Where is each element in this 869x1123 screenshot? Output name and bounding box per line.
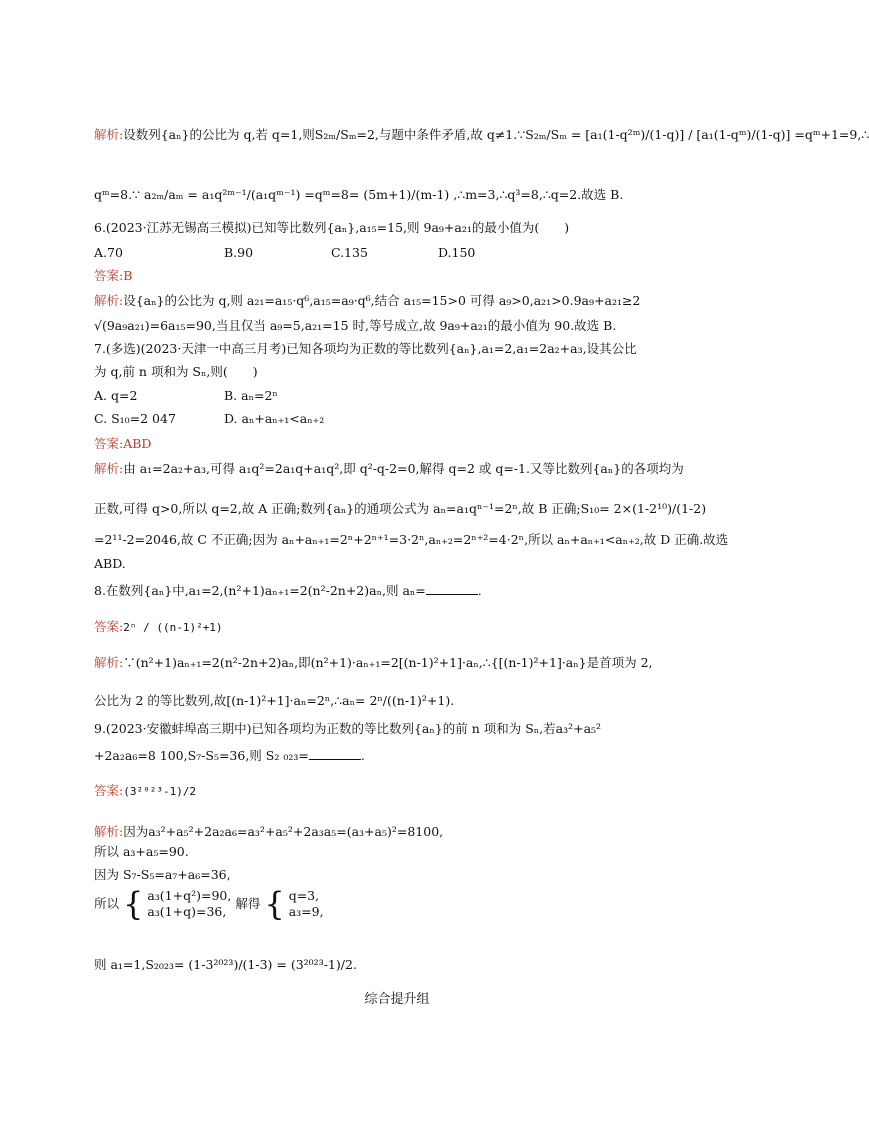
q9-explanation-line3: 因为 S₇-S₅=a₇+a₆=36,: [94, 867, 231, 882]
q9-solution: [289, 888, 324, 920]
q8-explanation-line2: 公比为 2 的等比数列,故[(n-1)²+1]·aₙ=2ⁿ,∴aₙ= 2ⁿ/((n-1)²+1).: [94, 693, 455, 708]
q8-answer-value: 2ⁿ / ((n-1)²+1): [123, 621, 223, 634]
q6-option-d: D.150: [437, 245, 476, 260]
q9-stem-line2: +2a₂a₆=8 100,S₇-S₅=36,则 S₂ ₀₂₃= .: [94, 748, 365, 763]
q9-answer-label: 答案:: [94, 783, 124, 798]
q9-explanation-line2: 所以 a₃+a₅=90.: [94, 844, 189, 859]
q7-stem-line1: 7.(多选)(2023·天津一中高三月考)已知各项均为正数的等比数列{aₙ},a₁=2,a₁=2a₂+a₃,设其公比: [94, 341, 637, 356]
q6-explanation-line1: 解析:设{aₙ}的公比为 q,则 a₂₁=a₁₅·q⁶,a₁₅=a₉·q⁶,结合 a₁₅=15>0 可得 a₉>0,a₂₁>0.9a₉+a₂₁≥2: [94, 293, 641, 308]
q7-options-row1: [94, 387, 278, 405]
explanation-label: 解析:: [94, 461, 124, 476]
q7-option-b: B. aₙ=2ⁿ: [223, 388, 278, 403]
q7-stem-line2: 为 q,前 n 项和为 Sₙ,则( ): [94, 364, 258, 379]
q8-stem-text: 8.在数列{aₙ}中,a₁=2,(n²+1)aₙ₊₁=2(n²-2n+2)aₙ,则 aₙ=: [94, 583, 426, 598]
q9-solution-brace: {: [264, 885, 285, 923]
q6-option-a: A.70: [94, 245, 123, 260]
q9-system-prefix: 所以: [94, 896, 120, 911]
q9-answer: [94, 782, 196, 801]
section-title: 综合提升组: [364, 992, 430, 1007]
q7-explanation-line3: =2¹¹-2=2046,故 C 不正确;因为 aₙ+aₙ₊₁=2ⁿ+2ⁿ⁺¹=3·2ⁿ,aₙ₊₂=2ⁿ⁺²=4·2ⁿ,所以 aₙ+aₙ₊₁<aₙ₊₂,故 D 正确.故选: [94, 532, 729, 547]
q9-system-eq2: a₃(1+q)=36,: [147, 904, 227, 919]
q7-answer: 答案:ABD: [94, 436, 152, 451]
q6-explanation-line2: √(9a₉a₂₁)=6a₁₅=90,当且仅当 a₉=5,a₂₁=15 时,等号成立,故 9a₉+a₂₁的最小值为 90.故选 B.: [94, 318, 617, 333]
q5-explanation-line1: 解析:设数列{aₙ}的公比为 q,若 q=1,则S₂ₘ/Sₘ=2,与题中条件矛盾,故 q≠1.∵S₂ₘ/Sₘ = [a₁(1-q²ᵐ)/(1-q)] / [a₁(1-qᵐ)/(1-q)] =qᵐ+1=9,∴: [94, 127, 869, 142]
q9-explanation-line1: 解析:因为a₃²+a₅²+2a₂a₆=a₃²+a₅²+2a₃a₅=(a₃+a₅)²=8100,: [94, 824, 444, 839]
q6-stem: 6.(2023·江苏无锡高三模拟)已知等比数列{aₙ},a₁₅=15,则 9a₉+a₂₁的最小值为( ): [94, 220, 570, 235]
q8-answer-blank: [426, 582, 478, 595]
q9-solution-eq1: q=3,: [288, 888, 320, 903]
explanation-label: 解析:: [94, 127, 124, 142]
q6-option-b: B.90: [223, 245, 254, 260]
q9-solution-eq2: a₃=9,: [288, 904, 324, 919]
q9-explanation-line4: 则 a₁=1,S₂₀₂₃= (1-3²⁰²³)/(1-3) = (3²⁰²³-1)/2.: [94, 957, 357, 972]
q8-answer-label: 答案:: [94, 619, 124, 634]
q8-stem: 8.在数列{aₙ}中,a₁=2,(n²+1)aₙ₊₁=2(n²-2n+2)aₙ,则 aₙ= .: [94, 583, 482, 598]
q7-options-row2: [94, 410, 324, 428]
q9-system-brace: {: [123, 885, 144, 923]
q7-explanation-line4: ABD.: [94, 556, 126, 571]
q7-explanation-line2: 正数,可得 q>0,所以 q=2,故 A 正确;数列{aₙ}的通项公式为 aₙ=a₁qⁿ⁻¹=2ⁿ,故 B 正确;S₁₀= 2×(1-2¹⁰)/(1-2): [94, 501, 707, 516]
explanation-label: 解析:: [94, 655, 124, 670]
q9-stem-line2-text: +2a₂a₆=8 100,S₇-S₅=36,则 S₂ ₀₂₃=: [94, 748, 309, 763]
q9-solve-word: 解得: [235, 896, 261, 911]
q9-answer-value: (3²⁰²³-1)/2: [123, 785, 197, 798]
explanation-label: 解析:: [94, 293, 124, 308]
q7-option-c: C. S₁₀=2 047: [94, 411, 176, 426]
q6-answer: 答案:B: [94, 268, 133, 283]
q6-options: [94, 244, 475, 262]
q9-system: [94, 885, 324, 923]
q7-option-d: D. aₙ+aₙ₊₁<aₙ₊₂: [223, 411, 325, 426]
q7-option-a: A. q=2: [94, 388, 138, 403]
q6-option-c: C.135: [330, 245, 368, 260]
q8-explanation-line1: 解析:∵(n²+1)aₙ₊₁=2(n²-2n+2)aₙ,即(n²+1)·aₙ₊₁=2[(n-1)²+1]·aₙ,∴{[(n-1)²+1]·aₙ}是首项为 2,: [94, 655, 653, 670]
q9-stem-line1: 9.(2023·安徽蚌埠高三期中)已知各项均为正数的等比数列{aₙ}的前 n 项和为 Sₙ,若a₃²+a₅²: [94, 721, 602, 736]
q5-explanation-line2: qᵐ=8.∵ a₂ₘ/aₘ = a₁q²ᵐ⁻¹/(a₁qᵐ⁻¹) =qᵐ=8= (5m+1)/(m-1) ,∴m=3,∴q³=8,∴q=2.故选 B.: [94, 187, 624, 202]
q7-explanation-line1: 解析:由 a₁=2a₂+a₃,可得 a₁q²=2a₁q+a₁q²,即 q²-q-2=0,解得 q=2 或 q=-1.又等比数列{aₙ}的各项均为: [94, 461, 684, 476]
explanation-label: 解析:: [94, 824, 124, 839]
q9-system-eq1: a₃(1+q²)=90,: [147, 888, 232, 903]
q9-system-equations: [147, 888, 231, 920]
q8-answer: [94, 618, 223, 637]
q9-answer-blank: [309, 747, 361, 760]
